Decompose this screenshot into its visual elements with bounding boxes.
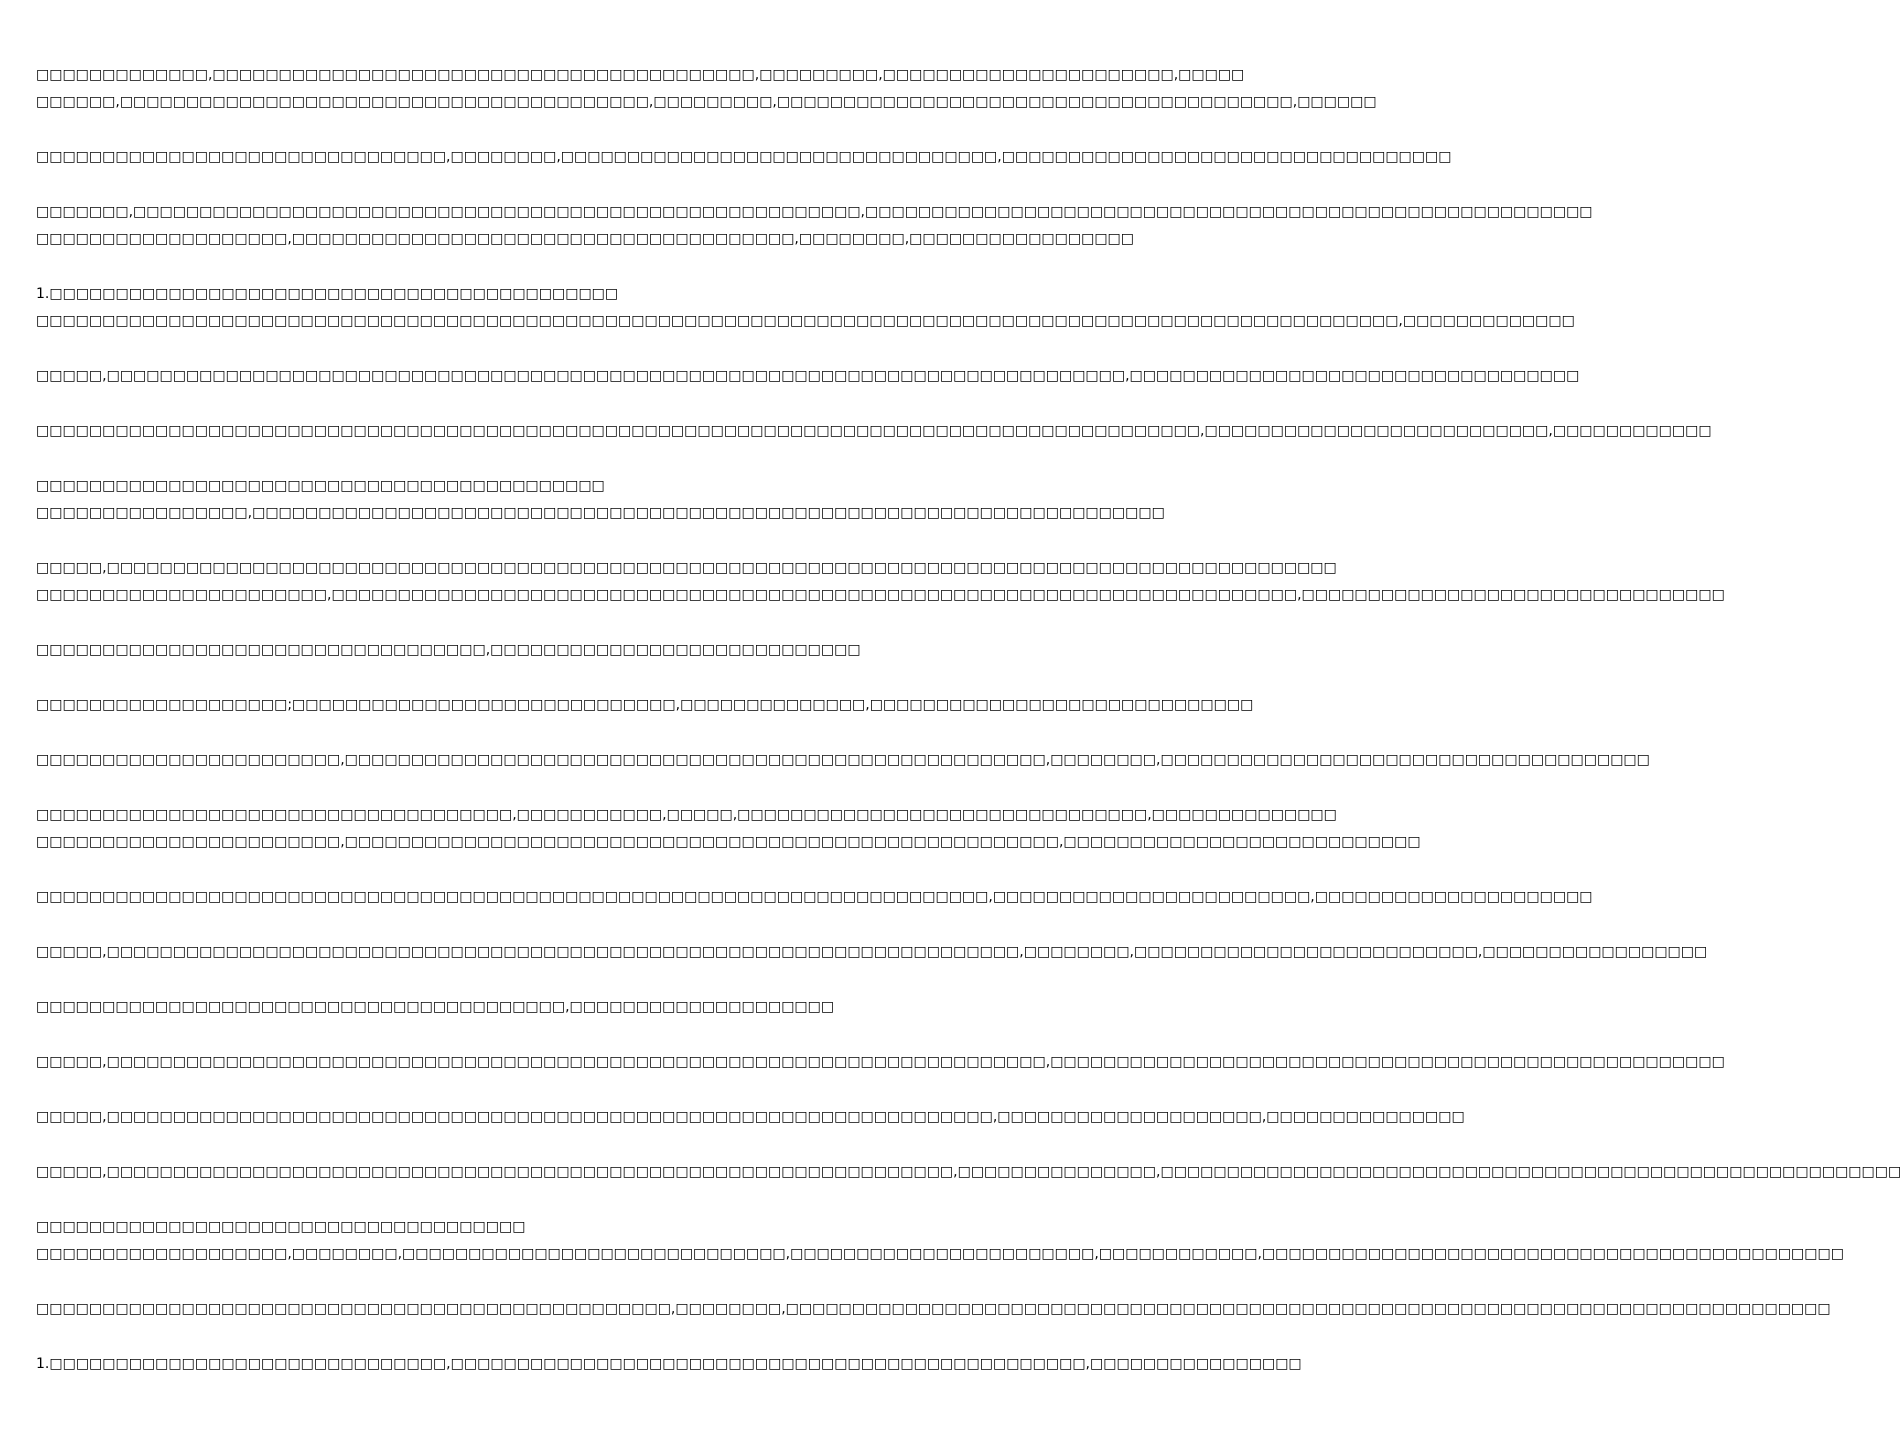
paragraph [36, 1106, 1465, 1133]
paragraph [36, 749, 1650, 776]
text-line: □□□□□□□,□□□□□□□□□□□□□□□□□□□□□□□□□□□□□□□□□□□□□□□□□□□□□□□□□□□□□□□,□□□□□□□□□□□□□□□□□□□□□□□□□□□□□□□□□□□□□□□□□□□□□□□□□□□□□□□ [36, 204, 1593, 220]
text-line: □□□□□□,□□□□□□□□□□□□□□□□□□□□□□□□□□□□□□□□□□□□□□□□,□□□□□□□□□,□□□□□□□□□□□□□□□□□□□□□□□□□□□□□□□□□□□□□□□,□□□□□□ [36, 94, 1377, 110]
text-line: □□□□□□□□□□□□□□□□□□□□□□□□□□□□□□□□□□□□□□□□□□□□□□□□□□□□□□□□□□□□□□□□□□□□□□□□,□□□□□□□□□□□□□□□□□□□□□□□□,□□□□□□□□□□□□□□□□□□□□□ [36, 889, 1593, 905]
text-line: □□□□□□□□□□□□□□□□□□□□□□□□□□□□□□□□□□□□□ [36, 1219, 526, 1235]
text-line: □□□□□□□□□□□□□□□□□□□□□□□□□□□□□□□□□□,□□□□□□□□□□□□□□□□□□□□□□□□□□□□ [36, 642, 861, 658]
paragraph [36, 1051, 1725, 1078]
text-line: □□□□□,□□□□□□□□□□□□□□□□□□□□□□□□□□□□□□□□□□□□□□□□□□□□□□□□□□□□□□□□□□□□□□□□□□□□□□□,□□□□□□□□□□□□□□□□□□□□□□□□□□□□□□□□□□□□□□□□□□□□□□□□□□□ [36, 1054, 1725, 1070]
paragraph [36, 1298, 1831, 1325]
paragraph [36, 996, 989, 1023]
text-line: □□□□□,□□□□□□□□□□□□□□□□□□□□□□□□□□□□□□□□□□□□□□□□□□□□□□□□□□□□□□□□□□□□□□□□□□□□□□□□□□□□□□□□□□□□□□□□□□□□□ [36, 560, 1337, 576]
text-line: □□□□□,□□□□□□□□□□□□□□□□□□□□□□□□□□□□□□□□□□□□□□□□□□□□□□□□□□□□□□□□□□□□□□□□□□□□□,□□□□□□□□,□□□□□□□□□□□□□□□□□□□□□□□□□□,□□□□□□□□□□□□□□□□□ [36, 944, 1708, 960]
text-line: □□□□□,□□□□□□□□□□□□□□□□□□□□□□□□□□□□□□□□□□□□□□□□□□□□□□□□□□□□□□□□□□□□□□□□□□□□□□□□□□□□□,□□□□□□□□□□□□□□□□□□□□□□□□□□□□□□□□□□ [36, 368, 1580, 384]
text-line: □□□□□□□□□□□□□□□□□□□□□□□□□□□□□□□□□□□□□□□□,□□□□□□□□□□□□□□□□□□□□ [36, 999, 835, 1015]
paragraph [36, 1216, 1844, 1270]
text-line: □□□□□□□□□□□□□□□□□□□□□□□□□□□□□□□□□□□□□□□□□□□□□□□□□□□□□□□□□□□□□□□□□□□□□□□□□□□□□□□□□□□□□□□□□□□□□□□□□□□□□□□,□□□□□□□□□□□□□ [36, 313, 1575, 329]
paragraph [36, 64, 1377, 118]
paragraph [36, 420, 1712, 447]
paragraph [36, 1161, 1901, 1188]
paragraph [36, 639, 989, 666]
text-line: □□□□□□□□□□□□□□□□□□□□□□□,□□□□□□□□□□□□□□□□□□□□□□□□□□□□□□□□□□□□□□□□□□□□□□□□□□□□□□,□□□□□□□□□□□□□□□□□□□□□□□□□□□ [36, 834, 1421, 850]
text-line: □□□□□□□□□□□□□□□□□□□,□□□□□□□□,□□□□□□□□□□□□□□□□□□□□□□□□□□□□□,□□□□□□□□□□□□□□□□□□□□□□□,□□□□□□□□□□□□,□□□□□□□□□□□□□□□□□□□□□□□□□□□□□□□□□□□□□□□□□□□□ [36, 1246, 1844, 1262]
text-line: 1.□□□□□□□□□□□□□□□□□□□□□□□□□□□□□□,□□□□□□□□□□□□□□□□□□□□□□□□□□□□□□□□□□□□□□□□□□□□□□□□,□□□□□□□□□□□□□□□□ [36, 1356, 1302, 1372]
text-line: □□□□□,□□□□□□□□□□□□□□□□□□□□□□□□□□□□□□□□□□□□□□□□□□□□□□□□□□□□□□□□□□□□□□□□□□□,□□□□□□□□□□□□□□□□□□□□,□□□□□□□□□□□□□□□ [36, 1109, 1465, 1125]
text-line: □□□□□□□□□□□□□□□□□□□□□□,□□□□□□□□□□□□□□□□□□□□□□□□□□□□□□□□□□□□□□□□□□□□□□□□□□□□□□□□□□□□□□□□□□□□□□□□□,□□□□□□□□□□□□□□□□□□□□□□□□□□□□□□□□ [36, 587, 1725, 603]
text-line: □□□□□□□□□□□□□□□□□□□□□□□,□□□□□□□□□□□□□□□□□□□□□□□□□□□□□□□□□□□□□□□□□□□□□□□□□□□□□,□□□□□□□□,□□□□□□□□□□□□□□□□□□□□□□□□□□□□□□□□□□□□□ [36, 752, 1650, 768]
paragraph [36, 557, 1725, 611]
text-line: □□□□□□□□□□□□□□□□□□□;□□□□□□□□□□□□□□□□□□□□□□□□□□□□□,□□□□□□□□□□□□□□,□□□□□□□□□□□□□□□□□□□□□□□□□□□□□ [36, 697, 1254, 713]
paragraph [36, 941, 1708, 968]
numbered-paragraph [36, 283, 1575, 337]
text-line: □□□□□□□□□□□□□□□□□□□□□□□□□□□□□□□,□□□□□□□□,□□□□□□□□□□□□□□□□□□□□□□□□□□□□□□□□□,□□□□□□□□□□□□□□□□□□□□□□□□□□□□□□□□□□ [36, 149, 1452, 165]
document-body [36, 64, 1901, 1408]
text-line: 1.□□□□□□□□□□□□□□□□□□□□□□□□□□□□□□□□□□□□□□□□□□□ [36, 286, 619, 302]
text-line: □□□□□□□□□□□□□□□□,□□□□□□□□□□□□□□□□□□□□□□□□□□□□□□□□□□□□□□□□□□□□□□□□□□□□□□□□□□□□□□□□□□□□□ [36, 505, 1165, 521]
text-line: □□□□□□□□□□□□□□□□□□□□□□□□□□□□□□□□□□□□□□□□□□□□□□□□,□□□□□□□□,□□□□□□□□□□□□□□□□□□□□□□□□□□□□□□□□□□□□□□□□□□□□□□□□□□□□□□□□□□□□□□□□□□□□□□□□□□□□□□□ [36, 1301, 1831, 1317]
paragraph [36, 201, 1593, 255]
text-line: □□□□□□□□□□□□□,□□□□□□□□□□□□□□□□□□□□□□□□□□□□□□□□□□□□□□□□□,□□□□□□□□□,□□□□□□□□□□□□□□□□□□□□□□,□□□□□ [36, 67, 1245, 83]
paragraph [36, 146, 1452, 173]
paragraph [36, 886, 1593, 913]
paragraph [36, 475, 1165, 529]
text-line: □□□□□□□□□□□□□□□□□□□□□□□□□□□□□□□□□□□□□□□□□□□ [36, 478, 605, 494]
paragraph [36, 365, 1580, 392]
numbered-paragraph [36, 1353, 1302, 1380]
text-line: □□□□□,□□□□□□□□□□□□□□□□□□□□□□□□□□□□□□□□□□□□□□□□□□□□□□□□□□□□□□□□□□□□□□□□,□□□□□□□□□□□□□□□,□□□□□□□□□□□□□□□□□□□□□□□□□□□□□□□□□□□□□□□□□□□□□□□□□□□□□□□□ [36, 1164, 1901, 1180]
paragraph [36, 804, 1421, 858]
text-line: □□□□□□□□□□□□□□□□□□□□□□□□□□□□□□□□□□□□□□□□□□□□□□□□□□□□□□□□□□□□□□□□□□□□□□□□□□□□□□□□□□□□□□□□,□□□□□□□□□□□□□□□□□□□□□□□□□□,□□□□□□□□□□□□ [36, 423, 1712, 439]
paragraph [36, 694, 1254, 721]
text-line: □□□□□□□□□□□□□□□□□□□,□□□□□□□□□□□□□□□□□□□□□□□□□□□□□□□□□□□□□□,□□□□□□□□,□□□□□□□□□□□□□□□□□ [36, 231, 1135, 247]
text-line: □□□□□□□□□□□□□□□□□□□□□□□□□□□□□□□□□□□□,□□□□□□□□□□□,□□□□□,□□□□□□□□□□□□□□□□□□□□□□□□□□□□□□□,□□□□□□□□□□□□□□ [36, 807, 1337, 823]
